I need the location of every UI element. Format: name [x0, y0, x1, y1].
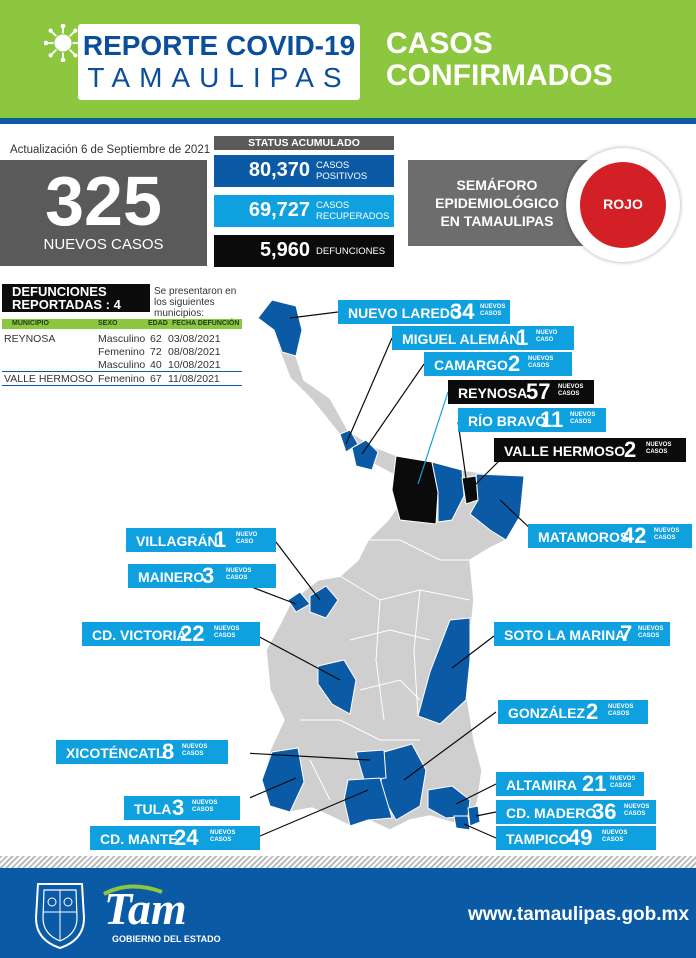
case-count: 57 [526, 379, 551, 404]
label-nuevo-laredo [338, 300, 510, 324]
table-cell: 10/08/2021 [168, 359, 221, 371]
column-header: SEXO [98, 320, 118, 327]
case-unit [610, 776, 635, 790]
table-cell: 72 [150, 346, 162, 358]
label-matamoros [528, 524, 692, 548]
tam-logo [100, 880, 226, 932]
case-unit [192, 800, 217, 814]
municipality-name: CD. MADERO [506, 805, 597, 821]
table-cell: Masculino [98, 333, 146, 345]
label-cd-mante [90, 826, 260, 850]
semaforo-line3: EN TAMAULIPAS [440, 213, 554, 229]
case-unit [536, 330, 557, 344]
municipality-name: XICOTÉNCATL [66, 745, 165, 761]
report-subtitle: TAMAULIPAS [87, 62, 351, 93]
deaths-title-line2: REPORTADAS : 4 [12, 297, 121, 312]
case-unit [646, 442, 671, 456]
label-rio-bravo [458, 408, 606, 432]
status-label: DEFUNCIONES [316, 246, 386, 257]
status-value: 69,727 [248, 199, 310, 221]
case-unit-line2: CASOS [570, 419, 592, 425]
case-unit-line2: CASOS [608, 711, 630, 717]
case-count: 24 [174, 825, 199, 850]
label-villagran [126, 528, 276, 552]
case-unit-line1: NUEVOS [608, 704, 634, 710]
case-unit-line1: NUEVOS [214, 626, 240, 632]
case-count: 21 [582, 771, 607, 796]
table-cell: 08/08/2021 [168, 346, 221, 358]
case-unit-line1: NUEVOS [226, 568, 252, 574]
table-cell: 40 [150, 359, 162, 371]
label-camargo [424, 352, 572, 376]
municipality-name: CAMARGO [434, 357, 508, 373]
status-label [316, 200, 394, 222]
status-recovered [214, 195, 394, 227]
semaforo-title [412, 176, 582, 230]
table-cell: Femenino [98, 373, 145, 385]
status-label-line2: RECUPERADOS [316, 211, 390, 222]
footer-separator [0, 856, 696, 868]
case-unit-line2: CASOS [226, 575, 248, 581]
case-unit-line2: CASOS [602, 837, 624, 843]
semaforo-line2: EPIDEMIOLÓGICO [435, 195, 559, 211]
header-stripe [0, 118, 696, 124]
deaths-note: Se presentaron en los siguientes municipios: [154, 286, 237, 319]
municipality-name: VILLAGRÁN [136, 533, 218, 549]
case-unit-line1: NUEVOS [654, 528, 680, 534]
semaforo-value: ROJO [603, 196, 643, 212]
column-header: FECHA DEFUNCIÓN [172, 320, 240, 327]
status-label-line1: CASOS [316, 200, 350, 211]
table-cell: REYNOSA [4, 333, 56, 345]
deaths-table-header [2, 319, 242, 329]
status-label-line2: POSITIVOS [316, 171, 368, 182]
status-label [316, 160, 394, 182]
label-xicotencatl [56, 740, 228, 764]
case-unit-line2: CASO [236, 539, 254, 545]
website-link[interactable]: www.tamaulipas.gob.mx [468, 904, 690, 925]
label-valle-hermoso [494, 438, 686, 462]
case-unit [236, 532, 257, 546]
case-unit-line1: NUEVOS [624, 804, 650, 810]
municipality-name: TULA [134, 801, 172, 817]
case-count: 2 [508, 351, 521, 376]
label-cd-victoria [82, 622, 260, 646]
table-cell: Masculino [98, 359, 146, 371]
case-count: 11 [540, 407, 564, 432]
label-soto-la-marina [494, 622, 670, 646]
case-unit-line1: NUEVO [236, 532, 258, 538]
case-unit-line2: CASOS [182, 751, 204, 757]
case-unit [528, 356, 553, 370]
table-divider [2, 371, 242, 372]
table-divider [2, 385, 242, 386]
case-count: 42 [622, 523, 647, 548]
case-count: 2 [624, 437, 637, 462]
table-cell: 03/08/2021 [168, 333, 221, 345]
new-cases-label: NUEVOS CASOS [43, 236, 164, 253]
table-cell: 11/08/2021 [168, 373, 220, 385]
case-unit [558, 384, 583, 398]
status-positive [214, 155, 394, 187]
report-title-box [78, 24, 360, 100]
case-count: 49 [568, 825, 593, 850]
case-unit-line2: CASOS [214, 633, 236, 639]
case-unit-line2: CASOS [638, 633, 660, 639]
case-unit [182, 744, 207, 758]
table-cell: 62 [150, 333, 162, 345]
government-label: GOBIERNO DEL ESTADO [112, 934, 221, 944]
case-unit [608, 704, 633, 718]
case-unit [654, 528, 679, 542]
case-unit [624, 804, 649, 818]
new-cases-value: 325 [45, 162, 162, 240]
label-tula [124, 796, 240, 820]
case-unit-line2: CASOS [480, 311, 502, 317]
label-altamira [496, 772, 644, 796]
label-tampico [496, 826, 656, 850]
municipality-name: SOTO LA MARINA [504, 627, 626, 643]
case-count: 36 [592, 799, 617, 824]
region-reynosa [392, 456, 438, 524]
municipality-name: VALLE HERMOSO [504, 443, 626, 459]
case-unit [480, 304, 505, 318]
municipality-name: CD. VICTORIA [92, 627, 187, 643]
section-title-line2: CONFIRMADOS [386, 59, 613, 92]
column-header: MUNICIPIO [12, 320, 49, 327]
case-unit-line2: CASOS [654, 535, 676, 541]
case-unit [226, 568, 251, 582]
status-header: STATUS ACUMULADO [214, 136, 394, 150]
section-title [386, 28, 686, 92]
report-title: REPORTE COVID-19 [82, 30, 356, 61]
status-deaths [214, 235, 394, 267]
case-unit-line2: CASOS [528, 363, 550, 369]
case-unit [214, 626, 239, 640]
label-gonzalez [498, 700, 648, 724]
municipality-name: TAMPICO [506, 831, 570, 847]
municipality-name: ALTAMIRA [506, 777, 578, 793]
municipality-name: MATAMOROS [538, 529, 630, 545]
deaths-title [2, 284, 150, 312]
case-unit-line1: NUEVOS [558, 384, 584, 390]
case-unit [210, 830, 235, 844]
label-mainero [128, 564, 276, 588]
case-unit-line1: NUEVOS [480, 304, 506, 310]
case-unit-line2: CASO [536, 337, 554, 343]
case-count: 34 [450, 299, 475, 324]
municipality-name: GONZÁLEZ [508, 705, 585, 721]
case-count: 7 [620, 621, 633, 646]
case-unit [602, 830, 627, 844]
case-unit [638, 626, 663, 640]
case-count: 2 [586, 699, 599, 724]
municipality-name: MAINERO [138, 569, 205, 585]
case-unit-line2: CASOS [624, 811, 646, 817]
case-unit-line2: CASOS [646, 449, 668, 455]
case-unit-line2: CASOS [610, 783, 632, 789]
virus-icon [44, 24, 82, 62]
case-unit [570, 412, 595, 426]
case-unit-line1: NUEVO [536, 330, 558, 336]
case-count: 1 [516, 325, 529, 350]
label-cd-madero [496, 800, 656, 824]
case-unit-line2: CASOS [192, 807, 214, 813]
case-unit-line2: CASOS [210, 837, 232, 843]
municipality-name: NUEVO LAREDO [348, 305, 461, 321]
state-seal-icon [30, 878, 90, 950]
municipality-name: REYNOSA [458, 385, 528, 401]
municipality-name: RÍO BRAVO [468, 413, 547, 429]
case-unit-line1: NUEVOS [528, 356, 554, 362]
table-cell: 67 [150, 373, 162, 385]
label-reynosa [448, 380, 594, 404]
semaforo-line1: SEMÁFORO [456, 177, 538, 193]
case-unit-line1: NUEVOS [210, 830, 236, 836]
section-title-line1: CASOS [386, 27, 493, 60]
municipality-name: CD. MANTE [100, 831, 178, 847]
status-label-line1: CASOS [316, 160, 350, 171]
deaths-title-line1: DEFUNCIONES [12, 284, 107, 299]
case-count: 8 [162, 739, 175, 764]
case-unit-line1: NUEVOS [602, 830, 628, 836]
column-header: EDAD [148, 320, 168, 327]
region-tampico [454, 816, 470, 830]
case-unit-line1: NUEVOS [610, 776, 636, 782]
status-value: 5,960 [259, 239, 310, 261]
table-cell: Femenino [98, 346, 145, 358]
case-unit-line2: CASOS [558, 391, 580, 397]
case-unit-line1: NUEVOS [182, 744, 208, 750]
case-unit-line1: NUEVOS [646, 442, 672, 448]
case-unit-line1: NUEVOS [192, 800, 218, 806]
case-count: 1 [214, 527, 227, 552]
case-unit-line1: NUEVOS [570, 412, 596, 418]
status-value: 80,370 [248, 159, 310, 181]
label-miguel-aleman [392, 326, 574, 350]
logo-text: Tam [104, 883, 187, 932]
update-date: Actualización 6 de Septiembre de 2021 [10, 144, 211, 156]
table-cell: VALLE HERMOSO [4, 373, 94, 385]
case-count: 22 [180, 621, 205, 646]
municipality-name: MIGUEL ALEMÁN [402, 331, 520, 347]
tamaulipas-map [250, 292, 550, 852]
case-count: 3 [202, 563, 215, 588]
case-count: 3 [172, 795, 185, 820]
case-unit-line1: NUEVOS [638, 626, 664, 632]
